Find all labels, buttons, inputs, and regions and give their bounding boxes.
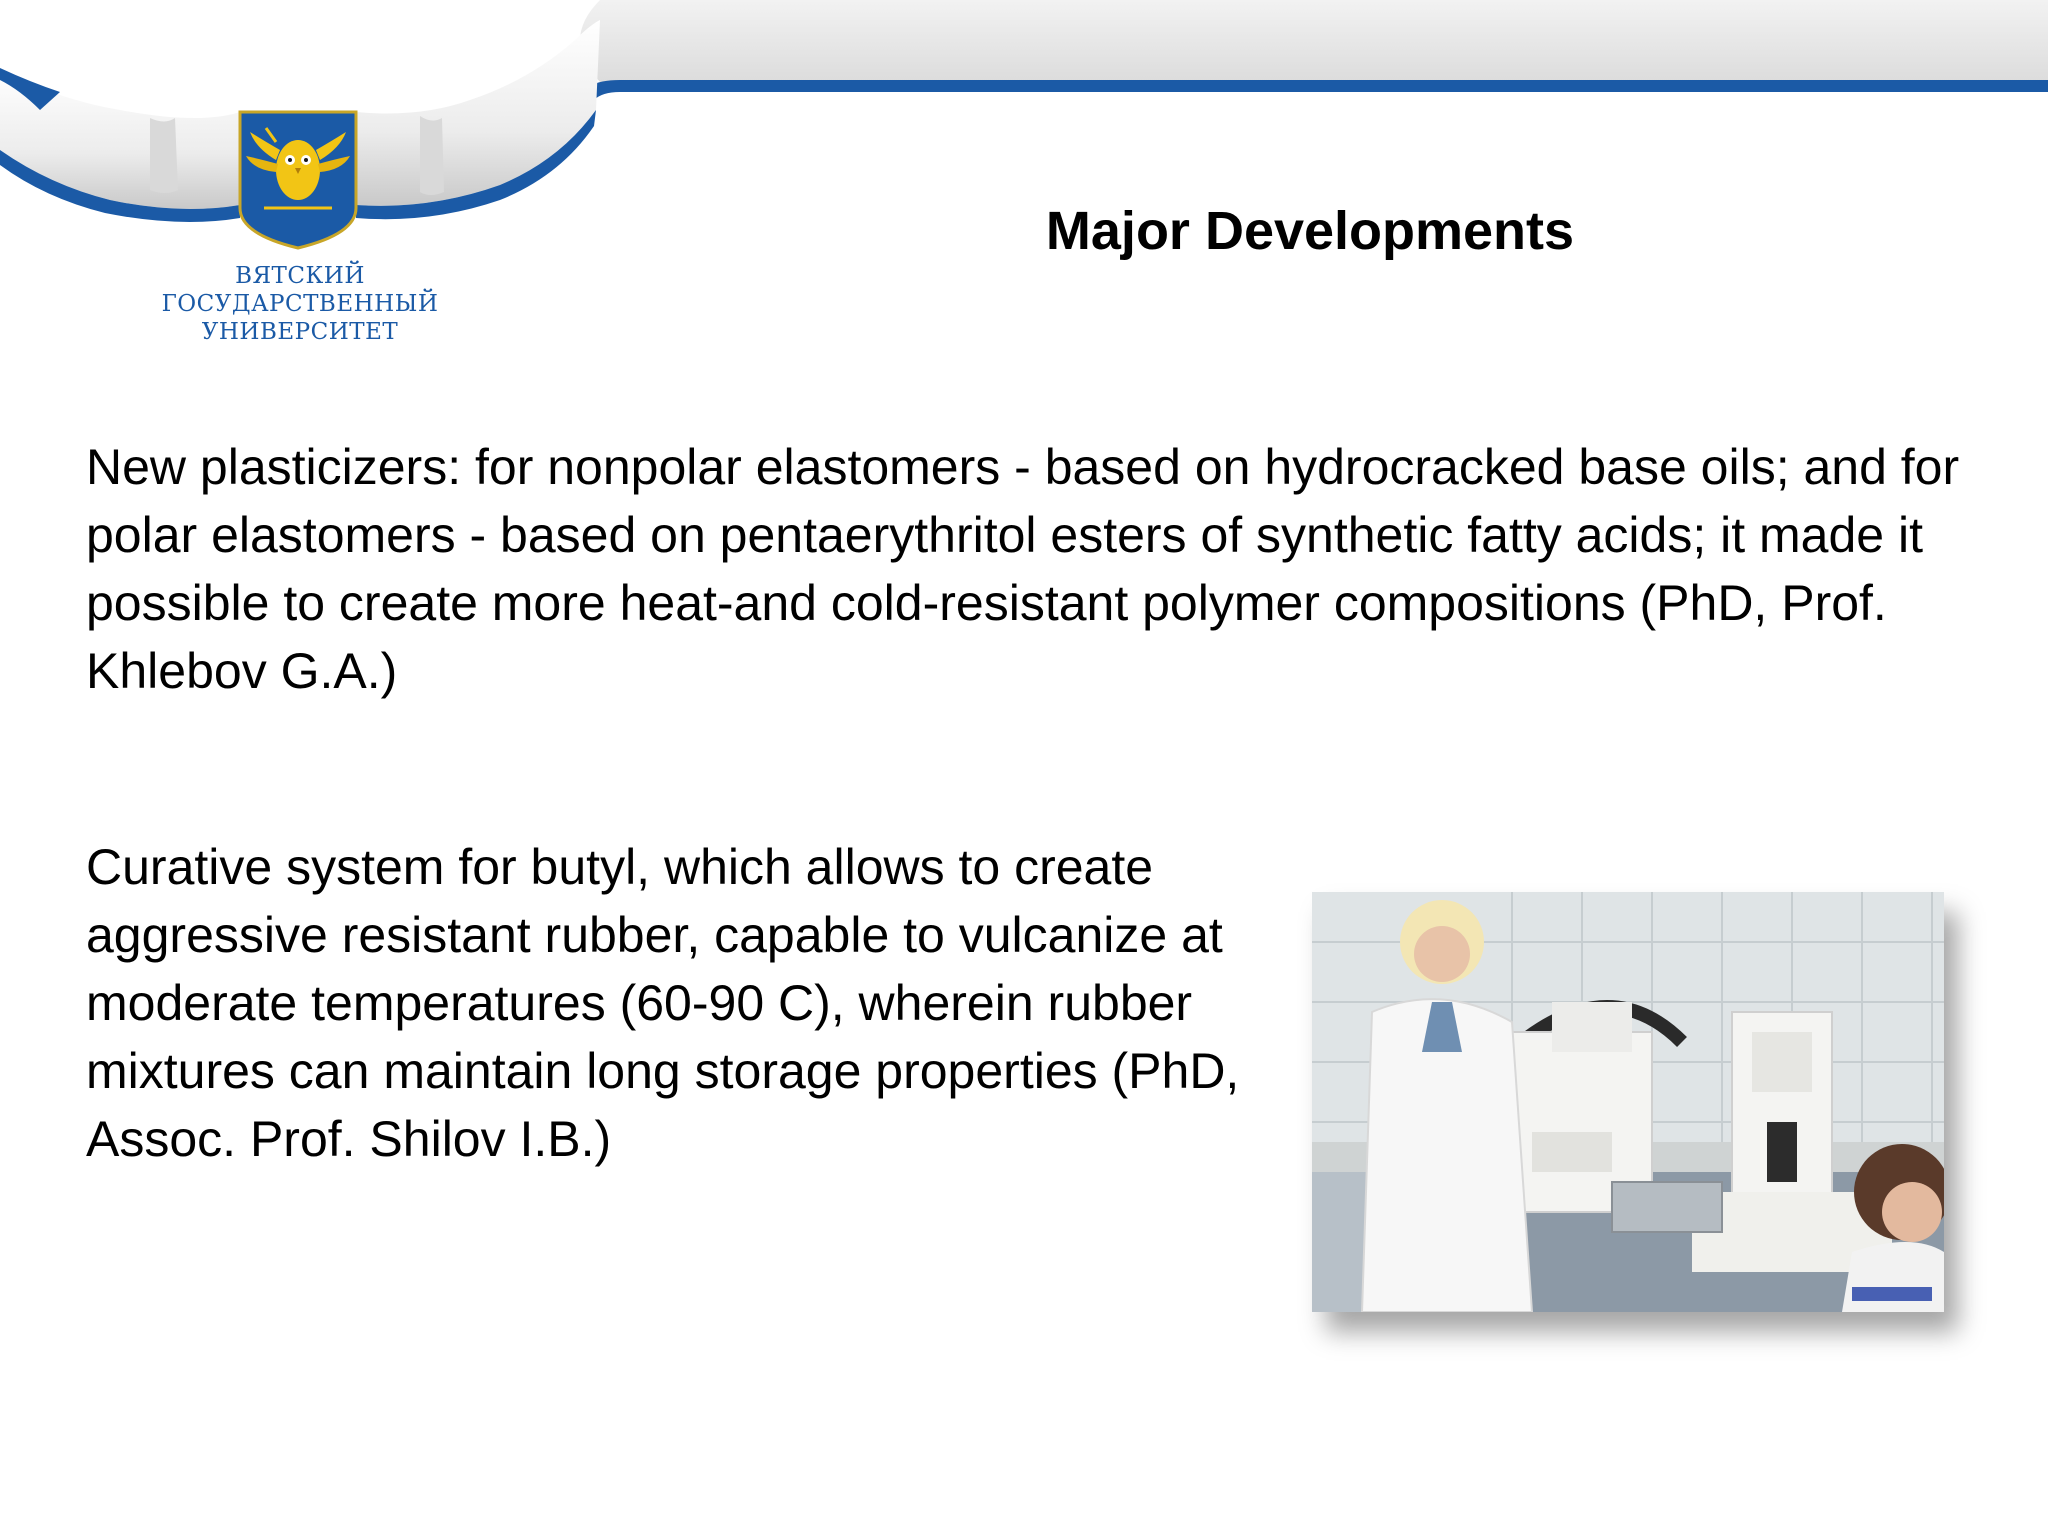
slide-title: Major Developments bbox=[1045, 201, 1575, 261]
logo-line-3: УНИВЕРСИТЕТ bbox=[201, 319, 399, 345]
logo-line-1: ВЯТСКИЙ bbox=[235, 263, 365, 289]
paragraph-plasticizers: New plasticizers: for nonpolar elastomers - based on hydrocracked base oils; and for polar elastomers - based on pentaerythritol esters of synthetic fatty acids; it made it possible to create more heat-and cold-resistant polymer compositions (PhD, Prof. Khlebov G.A.) bbox=[86, 439, 1960, 699]
owl-emblem-icon bbox=[236, 108, 360, 250]
laboratory-photo bbox=[1312, 892, 1944, 1312]
university-logo-text bbox=[140, 262, 460, 346]
logo-line-2: ГОСУДАРСТВЕННЫЙ bbox=[161, 291, 439, 317]
paragraph-curative-system: Curative system for butyl, which allows to create aggressive resistant rubber, capable to vulcanize at moderate temperatures (60-90 C), wherein rubber mixtures can maintain long storage properties (PhD, Assoc. Prof. Shilov I.B.) bbox=[86, 839, 1240, 1167]
